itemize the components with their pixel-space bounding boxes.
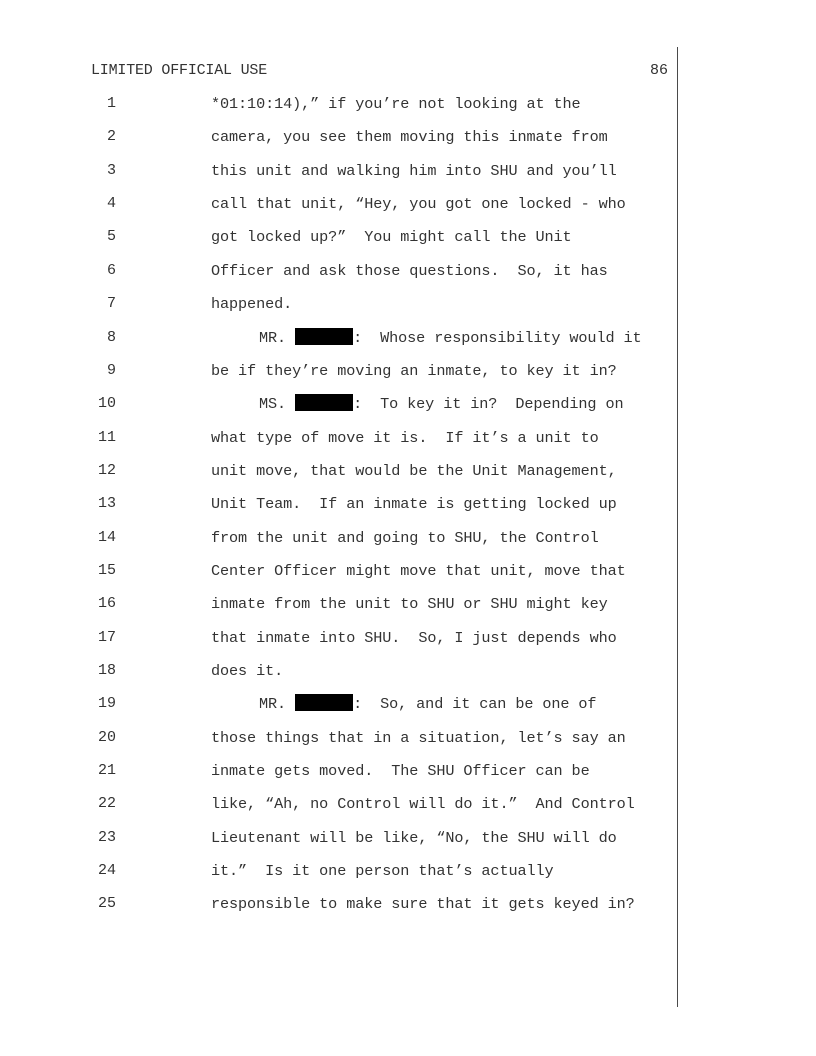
transcript-line (0, 794, 816, 827)
transcript-line (0, 227, 816, 260)
line-text: does it. (211, 662, 284, 680)
line-text: inmate from the unit to SHU or SHU might key (211, 595, 608, 614)
transcript-line (0, 594, 816, 627)
transcript-line (0, 461, 816, 494)
transcript-line (0, 861, 816, 894)
redaction-box (295, 328, 353, 345)
classification-header: LIMITED OFFICIAL USE (91, 62, 268, 79)
transcript-line (0, 127, 816, 160)
speaker-statement: : To key it in? Depending on (353, 395, 624, 414)
redaction-box (295, 694, 353, 711)
transcript-line (0, 194, 816, 227)
line-number: 3 (106, 161, 116, 179)
speaker-line-text (259, 394, 623, 414)
speaker-prefix: MS. (259, 395, 296, 414)
line-text: Center Officer might move that unit, move that (211, 561, 626, 580)
line-text: Lieutenant will be like, “No, the SHU will do (211, 828, 617, 847)
line-text: Officer and ask those questions. So, it has (211, 261, 608, 280)
transcript-line (0, 661, 816, 694)
line-number: 12 (97, 461, 116, 479)
line-text: from the unit and going to SHU, the Control (211, 528, 599, 547)
line-number: 18 (97, 662, 116, 679)
transcript-line (0, 561, 816, 594)
line-text: like, “Ah, no Control will do it.” And Control (211, 795, 635, 814)
line-number: 4 (106, 195, 116, 213)
line-text: happened. (211, 295, 293, 314)
line-text: those things that in a situation, let’s say an (211, 728, 626, 747)
line-number: 6 (106, 261, 116, 279)
transcript-line (0, 294, 816, 327)
line-number: 21 (97, 762, 116, 779)
speaker-line-text (259, 694, 596, 714)
line-number: 9 (106, 361, 116, 379)
line-number: 22 (97, 795, 116, 813)
transcript-line (0, 261, 816, 294)
line-number: 14 (97, 528, 116, 546)
line-number: 16 (97, 595, 116, 613)
line-number: 13 (97, 495, 116, 513)
line-text: got locked up?” You might call the Unit (211, 228, 572, 247)
speaker-statement: : So, and it can be one of (353, 695, 597, 714)
redaction-box (295, 394, 353, 411)
line-number: 5 (106, 228, 116, 246)
page-number: 86 (649, 62, 668, 79)
line-number: 19 (97, 695, 116, 713)
line-text: call that unit, “Hey, you got one locked - who (211, 195, 626, 214)
speaker-statement: : Whose responsibility would it (353, 328, 642, 347)
line-number: 8 (106, 328, 116, 346)
transcript-line (0, 694, 816, 727)
transcript-line (0, 628, 816, 661)
transcript-line (0, 894, 816, 927)
line-number: 17 (97, 628, 116, 646)
transcript-line (0, 528, 816, 561)
speaker-prefix: MR. (259, 328, 296, 347)
line-number: 24 (97, 862, 116, 880)
line-text: this unit and walking him into SHU and you’ll (211, 161, 617, 180)
transcript-line (0, 394, 816, 427)
line-text: camera, you see them moving this inmate from (211, 128, 608, 147)
transcript-line (0, 494, 816, 527)
line-number: 20 (97, 728, 116, 746)
line-text: unit move, that would be the Unit Management, (211, 461, 617, 480)
transcript-line (0, 761, 816, 794)
transcript-line (0, 828, 816, 861)
transcript-line (0, 728, 816, 761)
transcript-line (0, 328, 816, 361)
speaker-line-text (259, 328, 642, 348)
line-number: 11 (97, 428, 116, 446)
line-text: be if they’re moving an inmate, to key it in? (211, 361, 617, 380)
transcript-line (0, 161, 816, 194)
transcript-line (0, 428, 816, 461)
line-text: Unit Team. If an inmate is getting locked up (211, 495, 617, 514)
line-number: 23 (97, 828, 116, 846)
line-text: it.” Is it one person that’s actually (211, 862, 554, 881)
line-text: responsible to make sure that it gets keyed in? (211, 895, 635, 914)
line-number: 10 (97, 395, 116, 413)
line-number: 7 (106, 295, 116, 313)
line-text: what type of move it is. If it’s a unit to (211, 428, 599, 447)
transcript-line (0, 361, 816, 394)
transcript-line (0, 94, 816, 127)
line-number: 25 (97, 895, 116, 913)
line-text: inmate gets moved. The SHU Officer can be (211, 762, 590, 780)
line-number: 1 (106, 95, 116, 112)
line-number: 15 (97, 561, 116, 579)
line-number: 2 (106, 128, 116, 146)
line-text: that inmate into SHU. So, I just depends who (211, 628, 617, 647)
line-text: *01:10:14),” if you’re not looking at the (211, 95, 581, 113)
speaker-prefix: MR. (259, 695, 296, 714)
